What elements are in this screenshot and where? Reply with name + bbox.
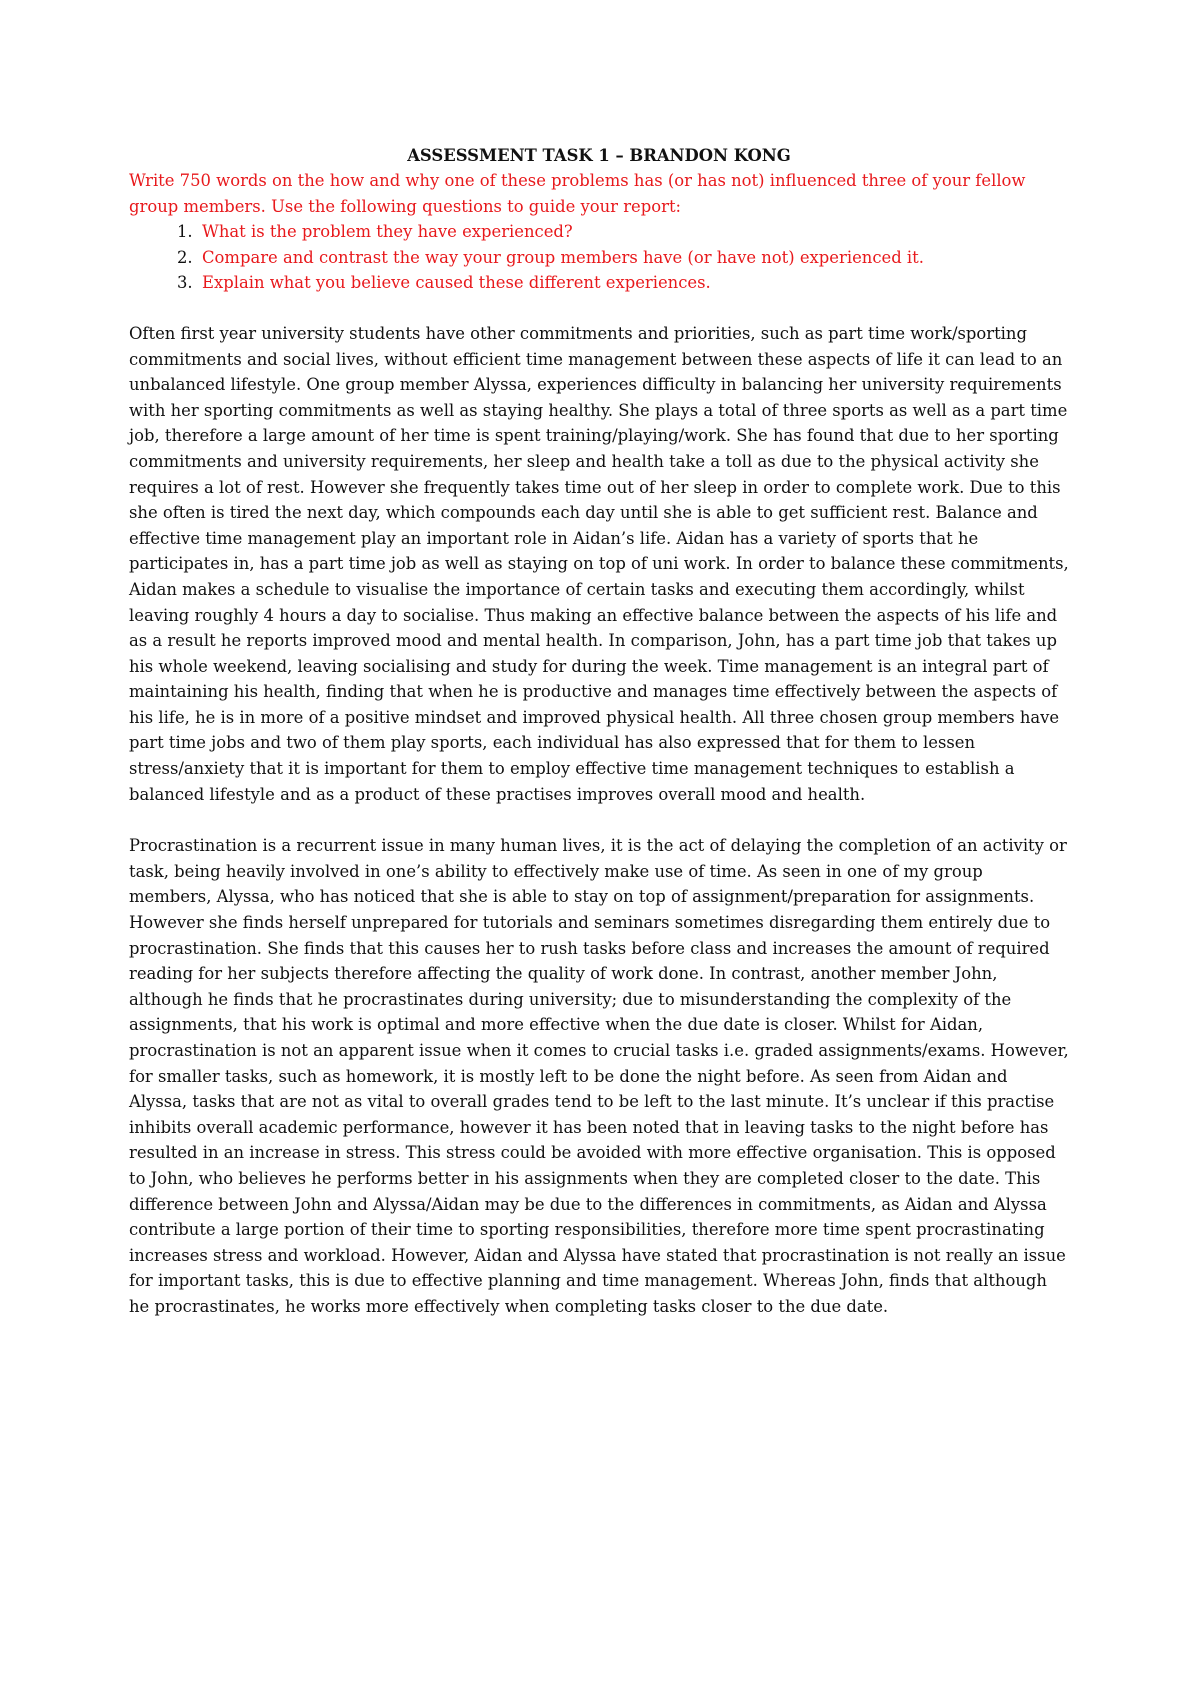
- question-number: 3.: [177, 273, 193, 293]
- paragraph-procrastination: Procrastination is a recurrent issue in many human lives, it is the act of delaying the completion of an activity or task, being heavily involved in one’s ability to effectively make use of time. As seen in one of my group members, Alyssa, who has noticed that she is able to stay on top of assignment/preparation for assignments. However she finds herself unprepared for tutorials and seminars sometimes disregarding them entirely due to procrastination. She finds that this causes her to rush tasks before class and increases the amount of required reading for her subjects therefore affecting the quality of work done. In contrast, another member John, although he finds that he procrastinates during university; due to misunderstanding the complexity of the assignments, that his work is optimal and more effective when the due date is closer. Whilst for Aidan, procrastination is not an apparent issue when it comes to crucial tasks i.e. graded assignments/exams. However, for smaller tasks, such as homework, it is mostly left to be done the night before. As seen from Aidan and Alyssa, tasks that are not as vital to overall grades tend to be left to the last minute. It’s unclear if this practise inhibits overall academic performance, however it has been noted that in leaving tasks to the night before has resulted in an increase in stress. This stress could be avoided with more effective organisation. This is opposed to John, who believes he performs better in his assignments when they are completed closer to the date. This difference between John and Alyssa/Aidan may be due to the differences in commitments, as Aidan and Alyssa contribute a large portion of their time to sporting responsibilities, therefore more time spent procrastinating increases stress and workload. However, Aidan and Alyssa have stated that procrastination is not really an issue for important tasks, this is due to effective planning and time management. Whereas John, finds that although he procrastinates, he works more effectively when completing tasks closer to the due date.: [129, 836, 1069, 1316]
- document-body: [129, 144, 1069, 1320]
- guide-question-1: [129, 219, 1069, 245]
- document-title: ASSESSMENT TASK 1 – BRANDON KONG: [407, 146, 791, 165]
- question-text: What is the problem they have experienced?: [202, 222, 573, 242]
- question-number: 1.: [177, 222, 193, 242]
- question-text: Compare and contrast the way your group members have (or have not) experienced it.: [202, 247, 924, 267]
- guide-questions-list: [129, 219, 1069, 296]
- question-text: Explain what you believe caused these different experiences.: [202, 273, 711, 293]
- guide-question-3: [129, 270, 1069, 296]
- guide-question-2: [129, 245, 1069, 271]
- instructions-text: Write 750 words on the how and why one of these problems has (or has not) influenced three of your fellow group members. Use the following questions to guide your report:: [129, 171, 1026, 216]
- question-number: 2.: [177, 247, 193, 267]
- instructions-block: [129, 168, 1069, 219]
- paragraph-time-management: Often first year university students have other commitments and priorities, such as part time work/sporting commitments and social lives, without efficient time management between these aspects of life it can lead to an unbalanced lifestyle. One group member Alyssa, experiences difficulty in balancing her university requirements with her sporting commitments as well as staying healthy. She plays a total of three sports as well as a part time job, therefore a large amount of her time is spent training/playing/work. She has found that due to her sporting commitments and university requirements, her sleep and health take a toll as due to the physical activity she requires a lot of rest. However she frequently takes time out of her sleep in order to complete work. Due to this she often is tired the next day, which compounds each day until she is able to get sufficient rest. Balance and effective time management play an important role in Aidan’s life. Aidan has a variety of sports that he participates in, has a part time job as well as staying on top of uni work. In order to balance these commitments, Aidan makes a schedule to visualise the importance of certain tasks and executing them accordingly, whilst leaving roughly 4 hours a day to socialise. Thus making an effective balance between the aspects of his life and as a result he reports improved mood and mental health. In comparison, John, has a part time job that takes up his whole weekend, leaving socialising and study for during the week. Time management is an integral part of maintaining his health, finding that when he is productive and manages time effectively between the aspects of his life, he is in more of a positive mindset and improved physical health. All three chosen group members have part time jobs and two of them play sports, each individual has also expressed that for them to lessen stress/anxiety that it is important for them to employ effective time management techniques to establish a balanced lifestyle and as a product of these practises improves overall mood and health.: [129, 323, 1069, 804]
